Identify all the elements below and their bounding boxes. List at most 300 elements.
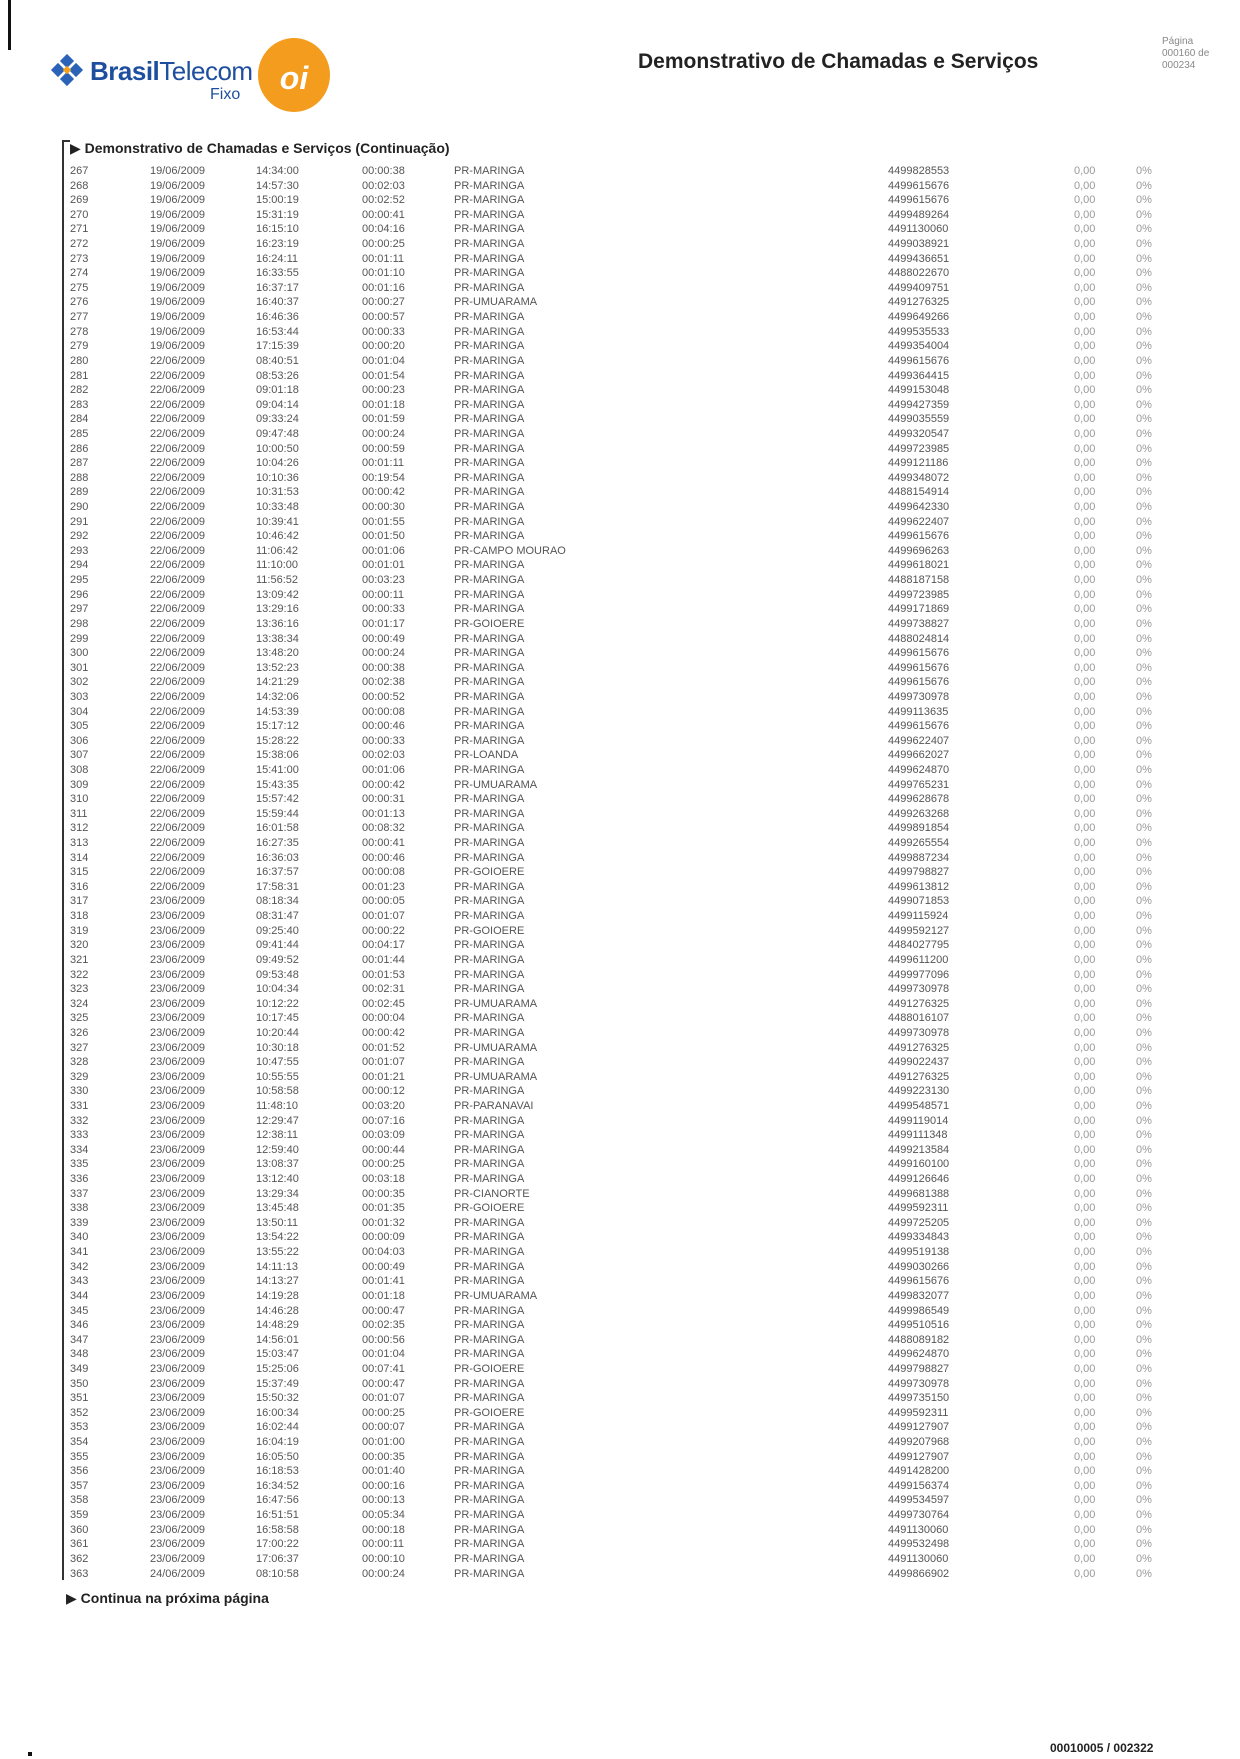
- called-number: 4499611200: [888, 953, 949, 966]
- call-discount: 0%: [1136, 413, 1152, 426]
- call-duration: 00:01:18: [362, 398, 405, 411]
- call-locality: PR-MARINGA: [454, 530, 525, 543]
- call-time: 14:11:13: [256, 1260, 299, 1273]
- call-discount: 0%: [1136, 1187, 1152, 1200]
- call-date: 23/06/2009: [150, 1450, 206, 1463]
- call-time: 09:33:24: [256, 413, 299, 426]
- call-value: 0,00: [1074, 588, 1096, 601]
- call-locality: PR-MARINGA: [454, 1143, 525, 1156]
- call-date: 22/06/2009: [150, 501, 206, 514]
- call-duration: 00:00:20: [362, 340, 405, 353]
- call-date: 23/06/2009: [150, 1348, 206, 1361]
- call-date: 23/06/2009: [150, 1158, 206, 1171]
- called-number: 4499354004: [888, 340, 950, 353]
- call-locality: PR-MARINGA: [454, 647, 525, 660]
- call-locality: PR-GOIOERE: [454, 924, 525, 937]
- called-number: 4488187158: [888, 574, 950, 587]
- call-date: 22/06/2009: [150, 793, 206, 806]
- row-number: 285: [70, 427, 89, 440]
- call-date: 23/06/2009: [150, 1173, 206, 1186]
- call-time: 16:04:19: [256, 1436, 299, 1449]
- call-duration: 00:00:49: [362, 1260, 405, 1273]
- call-date: 22/06/2009: [150, 690, 206, 703]
- row-number: 352: [70, 1406, 89, 1419]
- call-value: 0,00: [1074, 252, 1096, 265]
- call-locality: PR-MARINGA: [454, 252, 525, 265]
- call-duration: 00:00:47: [362, 1304, 405, 1317]
- call-duration: 00:00:52: [362, 690, 405, 703]
- table-row: [70, 997, 1170, 1012]
- call-locality: PR-UMUARAMA: [454, 997, 538, 1010]
- call-date: 19/06/2009: [150, 325, 206, 338]
- called-number: 4499798827: [888, 1362, 950, 1375]
- call-value: 0,00: [1074, 354, 1096, 367]
- called-number: 4499038921: [888, 238, 950, 251]
- call-discount: 0%: [1136, 1231, 1152, 1244]
- call-date: 22/06/2009: [150, 807, 206, 820]
- call-locality: PR-MARINGA: [454, 1056, 525, 1069]
- row-number: 353: [70, 1421, 89, 1434]
- table-row: [70, 544, 1170, 559]
- call-discount: 0%: [1136, 1100, 1152, 1112]
- call-locality: PR-MARINGA: [454, 413, 525, 426]
- call-locality: PR-UMUARAMA: [454, 1070, 538, 1083]
- call-duration: 00:00:30: [362, 501, 405, 514]
- row-number: 301: [70, 661, 89, 674]
- call-duration: 00:03:09: [362, 1129, 405, 1142]
- table-row: [70, 1537, 1170, 1552]
- call-locality: PR-MARINGA: [454, 895, 525, 908]
- table-row: [70, 1552, 1170, 1567]
- call-time: 11:48:10: [256, 1100, 299, 1112]
- call-time: 10:31:53: [256, 486, 299, 499]
- row-number: 337: [70, 1187, 89, 1200]
- call-locality: PR-MARINGA: [454, 442, 525, 455]
- call-time: 16:47:56: [256, 1494, 299, 1507]
- row-number: 279: [70, 340, 89, 353]
- table-row: [70, 179, 1170, 194]
- call-value: 0,00: [1074, 281, 1096, 294]
- call-discount: 0%: [1136, 910, 1152, 923]
- call-duration: 00:00:38: [362, 661, 405, 674]
- call-locality: PR-GOIOERE: [454, 1202, 525, 1215]
- called-number: 4499115924: [888, 910, 949, 923]
- call-discount: 0%: [1136, 296, 1152, 309]
- call-duration: 00:01:50: [362, 530, 405, 543]
- table-row: [70, 1128, 1170, 1143]
- call-time: 08:10:58: [256, 1567, 299, 1580]
- call-locality: PR-MARINGA: [454, 661, 525, 674]
- called-number: 4499171869: [888, 603, 950, 616]
- call-time: 17:00:22: [256, 1538, 299, 1551]
- call-discount: 0%: [1136, 1552, 1152, 1565]
- call-discount: 0%: [1136, 398, 1152, 411]
- called-number: 4499696263: [888, 544, 950, 557]
- call-date: 23/06/2009: [150, 1041, 206, 1054]
- page-total: 000234: [1162, 60, 1196, 71]
- row-number: 334: [70, 1143, 89, 1156]
- row-number: 320: [70, 939, 89, 952]
- call-discount: 0%: [1136, 807, 1152, 820]
- called-number: 4499628678: [888, 793, 950, 806]
- call-value: 0,00: [1074, 720, 1096, 733]
- table-row: [70, 208, 1170, 223]
- call-date: 22/06/2009: [150, 647, 206, 660]
- call-discount: 0%: [1136, 939, 1152, 952]
- call-discount: 0%: [1136, 1421, 1152, 1434]
- call-duration: 00:00:04: [362, 1012, 405, 1025]
- call-locality: PR-UMUARAMA: [454, 1289, 538, 1302]
- table-row: [70, 1099, 1170, 1114]
- table-row: [70, 558, 1170, 573]
- table-row: [70, 222, 1170, 237]
- call-time: 10:39:41: [256, 515, 299, 528]
- call-locality: PR-MARINGA: [454, 1465, 525, 1478]
- called-number: 4499535533: [888, 325, 950, 338]
- call-locality: PR-MARINGA: [454, 983, 525, 996]
- called-number: 4499866902: [888, 1567, 950, 1580]
- call-value: 0,00: [1074, 924, 1096, 937]
- call-discount: 0%: [1136, 1289, 1152, 1302]
- call-value: 0,00: [1074, 311, 1096, 324]
- row-number: 314: [70, 851, 89, 864]
- row-number: 299: [70, 632, 89, 645]
- call-locality: PR-MARINGA: [454, 311, 525, 324]
- call-time: 13:12:40: [256, 1173, 299, 1186]
- call-time: 12:59:40: [256, 1143, 299, 1156]
- table-row: [70, 1289, 1170, 1304]
- call-duration: 00:01:53: [362, 968, 405, 981]
- call-value: 0,00: [1074, 1012, 1096, 1025]
- call-value: 0,00: [1074, 1450, 1096, 1463]
- call-discount: 0%: [1136, 880, 1152, 893]
- call-locality: PR-MARINGA: [454, 603, 525, 616]
- called-number: 4488154914: [888, 486, 950, 499]
- called-number: 4484027795: [888, 939, 950, 952]
- call-locality: PR-MARINGA: [454, 165, 525, 177]
- call-locality: PR-MARINGA: [454, 325, 525, 338]
- call-value: 0,00: [1074, 1275, 1096, 1288]
- called-number: 4499119014: [888, 1114, 949, 1127]
- called-number: 4488024814: [888, 632, 950, 645]
- call-discount: 0%: [1136, 471, 1152, 484]
- call-date: 22/06/2009: [150, 369, 206, 382]
- call-value: 0,00: [1074, 574, 1096, 587]
- call-discount: 0%: [1136, 1085, 1152, 1098]
- call-date: 19/06/2009: [150, 165, 206, 177]
- call-date: 23/06/2009: [150, 1187, 206, 1200]
- call-locality: PR-UMUARAMA: [454, 778, 538, 791]
- called-number: 4499649266: [888, 311, 950, 324]
- call-date: 22/06/2009: [150, 354, 206, 367]
- call-duration: 00:00:38: [362, 165, 405, 177]
- call-locality: PR-MARINGA: [454, 340, 525, 353]
- table-row: [70, 807, 1170, 822]
- call-date: 19/06/2009: [150, 267, 206, 280]
- table-row: [70, 193, 1170, 208]
- call-discount: 0%: [1136, 1070, 1152, 1083]
- called-number: 4499615676: [888, 676, 950, 689]
- table-row: [70, 646, 1170, 661]
- called-number: 4499615676: [888, 720, 950, 733]
- call-time: 09:49:52: [256, 953, 299, 966]
- scan-edge-mark: [8, 0, 11, 50]
- row-number: 325: [70, 1012, 89, 1025]
- call-date: 22/06/2009: [150, 588, 206, 601]
- table-row: [70, 1406, 1170, 1421]
- call-date: 23/06/2009: [150, 1552, 206, 1565]
- call-value: 0,00: [1074, 427, 1096, 440]
- called-number: 4499160100: [888, 1158, 950, 1171]
- call-value: 0,00: [1074, 457, 1096, 470]
- row-number: 267: [70, 165, 89, 177]
- call-value: 0,00: [1074, 194, 1096, 207]
- call-duration: 00:01:01: [362, 559, 405, 572]
- call-time: 15:41:00: [256, 763, 299, 776]
- call-duration: 00:04:17: [362, 939, 405, 952]
- table-row: [70, 529, 1170, 544]
- call-discount: 0%: [1136, 165, 1152, 177]
- call-value: 0,00: [1074, 953, 1096, 966]
- call-date: 22/06/2009: [150, 880, 206, 893]
- row-number: 280: [70, 354, 89, 367]
- call-locality: PR-MARINGA: [454, 384, 525, 397]
- call-discount: 0%: [1136, 837, 1152, 850]
- call-locality: PR-PARANAVAI: [454, 1100, 534, 1112]
- call-time: 12:38:11: [256, 1129, 299, 1142]
- row-number: 344: [70, 1289, 89, 1302]
- call-value: 0,00: [1074, 1479, 1096, 1492]
- row-number: 342: [70, 1260, 89, 1273]
- called-number: 4499986549: [888, 1304, 950, 1317]
- called-number: 4499532498: [888, 1538, 950, 1551]
- call-time: 10:30:18: [256, 1041, 299, 1054]
- call-duration: 00:00:56: [362, 1333, 405, 1346]
- row-number: 295: [70, 574, 89, 587]
- call-time: 13:45:48: [256, 1202, 299, 1215]
- call-locality: PR-MARINGA: [454, 1494, 525, 1507]
- call-value: 0,00: [1074, 1465, 1096, 1478]
- call-duration: 00:02:03: [362, 749, 405, 762]
- call-discount: 0%: [1136, 1479, 1152, 1492]
- call-locality: PR-CIANORTE: [454, 1187, 530, 1200]
- row-number: 270: [70, 208, 89, 221]
- table-row: [70, 1041, 1170, 1056]
- row-number: 308: [70, 763, 89, 776]
- table-row: [70, 821, 1170, 836]
- call-date: 22/06/2009: [150, 442, 206, 455]
- call-discount: 0%: [1136, 778, 1152, 791]
- row-number: 305: [70, 720, 89, 733]
- table-row: [70, 675, 1170, 690]
- called-number: 4499364415: [888, 369, 950, 382]
- call-duration: 00:01:04: [362, 1348, 405, 1361]
- call-discount: 0%: [1136, 1348, 1152, 1361]
- call-date: 22/06/2009: [150, 559, 206, 572]
- row-number: 351: [70, 1392, 89, 1405]
- table-row: [70, 1187, 1170, 1202]
- call-value: 0,00: [1074, 807, 1096, 820]
- row-number: 310: [70, 793, 89, 806]
- call-value: 0,00: [1074, 1041, 1096, 1054]
- call-discount: 0%: [1136, 442, 1152, 455]
- call-discount: 0%: [1136, 1143, 1152, 1156]
- call-time: 13:50:11: [256, 1216, 299, 1229]
- call-duration: 00:01:23: [362, 880, 405, 893]
- call-duration: 00:00:24: [362, 427, 405, 440]
- call-duration: 00:19:54: [362, 471, 405, 484]
- called-number: 4499223130: [888, 1085, 950, 1098]
- row-number: 355: [70, 1450, 89, 1463]
- call-date: 19/06/2009: [150, 223, 206, 236]
- call-time: 16:23:19: [256, 238, 299, 251]
- row-number: 340: [70, 1231, 89, 1244]
- call-time: 15:43:35: [256, 778, 299, 791]
- call-date: 22/06/2009: [150, 544, 206, 557]
- call-value: 0,00: [1074, 1348, 1096, 1361]
- call-value: 0,00: [1074, 1538, 1096, 1551]
- call-value: 0,00: [1074, 705, 1096, 718]
- call-time: 17:15:39: [256, 340, 299, 353]
- call-date: 23/06/2009: [150, 1246, 206, 1259]
- called-number: 4499121186: [888, 457, 949, 470]
- call-duration: 00:03:20: [362, 1100, 405, 1112]
- table-row: [70, 602, 1170, 617]
- call-discount: 0%: [1136, 720, 1152, 733]
- call-discount: 0%: [1136, 851, 1152, 864]
- call-locality: PR-MARINGA: [454, 1436, 525, 1449]
- table-row: [70, 1245, 1170, 1260]
- call-value: 0,00: [1074, 647, 1096, 660]
- table-row: [70, 1435, 1170, 1450]
- called-number: 4499615676: [888, 1275, 950, 1288]
- call-value: 0,00: [1074, 1173, 1096, 1186]
- call-locality: PR-GOIOERE: [454, 866, 525, 879]
- call-locality: PR-MARINGA: [454, 194, 525, 207]
- call-discount: 0%: [1136, 983, 1152, 996]
- call-discount: 0%: [1136, 559, 1152, 572]
- row-number: 329: [70, 1070, 89, 1083]
- call-time: 13:36:16: [256, 617, 299, 630]
- call-discount: 0%: [1136, 281, 1152, 294]
- called-number: 4499592311: [888, 1406, 949, 1419]
- call-discount: 0%: [1136, 515, 1152, 528]
- table-row: [70, 1070, 1170, 1085]
- call-discount: 0%: [1136, 1523, 1152, 1536]
- call-duration: 00:00:46: [362, 851, 405, 864]
- call-discount: 0%: [1136, 1494, 1152, 1507]
- call-time: 13:29:34: [256, 1187, 299, 1200]
- called-number: 4499615676: [888, 194, 950, 207]
- call-discount: 0%: [1136, 1216, 1152, 1229]
- call-value: 0,00: [1074, 515, 1096, 528]
- called-number: 4499213584: [888, 1143, 950, 1156]
- call-discount: 0%: [1136, 1450, 1152, 1463]
- call-date: 22/06/2009: [150, 778, 206, 791]
- call-time: 08:40:51: [256, 354, 299, 367]
- call-discount: 0%: [1136, 1362, 1152, 1375]
- call-locality: PR-UMUARAMA: [454, 296, 538, 309]
- brasil-telecom-mark-icon: [50, 54, 84, 88]
- brand-subtitle: Fixo: [210, 86, 241, 103]
- call-duration: 00:01:11: [362, 252, 405, 265]
- call-time: 09:01:18: [256, 384, 299, 397]
- table-row: [70, 1523, 1170, 1538]
- called-number: 4499111348: [888, 1129, 948, 1142]
- call-duration: 00:01:44: [362, 953, 405, 966]
- call-value: 0,00: [1074, 749, 1096, 762]
- footer-code: 00010005 / 002322: [1050, 1741, 1154, 1755]
- table-row: [70, 1114, 1170, 1129]
- call-duration: 00:00:07: [362, 1421, 405, 1434]
- row-number: 269: [70, 194, 89, 207]
- call-locality: PR-LOANDA: [454, 749, 519, 762]
- table-row: [70, 1026, 1170, 1041]
- call-date: 23/06/2009: [150, 1538, 206, 1551]
- row-number: 330: [70, 1085, 89, 1098]
- call-time: 09:41:44: [256, 939, 299, 952]
- call-locality: PR-MARINGA: [454, 1319, 525, 1332]
- call-duration: 00:00:10: [362, 1552, 405, 1565]
- call-locality: PR-MARINGA: [454, 632, 525, 645]
- row-number: 304: [70, 705, 89, 718]
- call-time: 09:25:40: [256, 924, 299, 937]
- called-number: 4499436651: [888, 252, 950, 265]
- call-locality: PR-MARINGA: [454, 910, 525, 923]
- call-time: 10:33:48: [256, 501, 299, 514]
- call-value: 0,00: [1074, 325, 1096, 338]
- table-row: [70, 500, 1170, 515]
- call-discount: 0%: [1136, 603, 1152, 616]
- call-time: 08:31:47: [256, 910, 299, 923]
- table-row: [70, 427, 1170, 442]
- called-number: 4491276325: [888, 296, 950, 309]
- call-time: 14:48:29: [256, 1319, 299, 1332]
- called-number: 4491276325: [888, 1041, 950, 1054]
- call-date: 23/06/2009: [150, 1523, 206, 1536]
- call-time: 14:13:27: [256, 1275, 299, 1288]
- call-discount: 0%: [1136, 1158, 1152, 1171]
- call-value: 0,00: [1074, 238, 1096, 251]
- call-date: 23/06/2009: [150, 1100, 206, 1112]
- row-number: 343: [70, 1275, 89, 1288]
- call-value: 0,00: [1074, 340, 1096, 353]
- call-date: 23/06/2009: [150, 1406, 206, 1419]
- call-locality: PR-MARINGA: [454, 690, 525, 703]
- call-duration: 00:03:18: [362, 1173, 405, 1186]
- call-duration: 00:01:06: [362, 544, 405, 557]
- call-date: 23/06/2009: [150, 1085, 206, 1098]
- call-duration: 00:00:24: [362, 647, 405, 660]
- call-locality: PR-MARINGA: [454, 179, 525, 192]
- call-value: 0,00: [1074, 384, 1096, 397]
- called-number: 4499681388: [888, 1187, 950, 1200]
- row-number: 268: [70, 179, 89, 192]
- called-number: 4491130060: [888, 1523, 949, 1536]
- table-row: [70, 763, 1170, 778]
- call-duration: 00:03:23: [362, 574, 405, 587]
- called-number: 4499592311: [888, 1202, 949, 1215]
- call-time: 16:01:58: [256, 822, 299, 835]
- table-row: [70, 266, 1170, 281]
- called-number: 4499730978: [888, 690, 950, 703]
- brand-name-light: Telecom: [159, 56, 253, 86]
- call-time: 16:02:44: [256, 1421, 299, 1434]
- called-number: 4499127907: [888, 1450, 950, 1463]
- call-date: 23/06/2009: [150, 997, 206, 1010]
- called-number: 4499723985: [888, 442, 950, 455]
- call-time: 10:04:34: [256, 983, 299, 996]
